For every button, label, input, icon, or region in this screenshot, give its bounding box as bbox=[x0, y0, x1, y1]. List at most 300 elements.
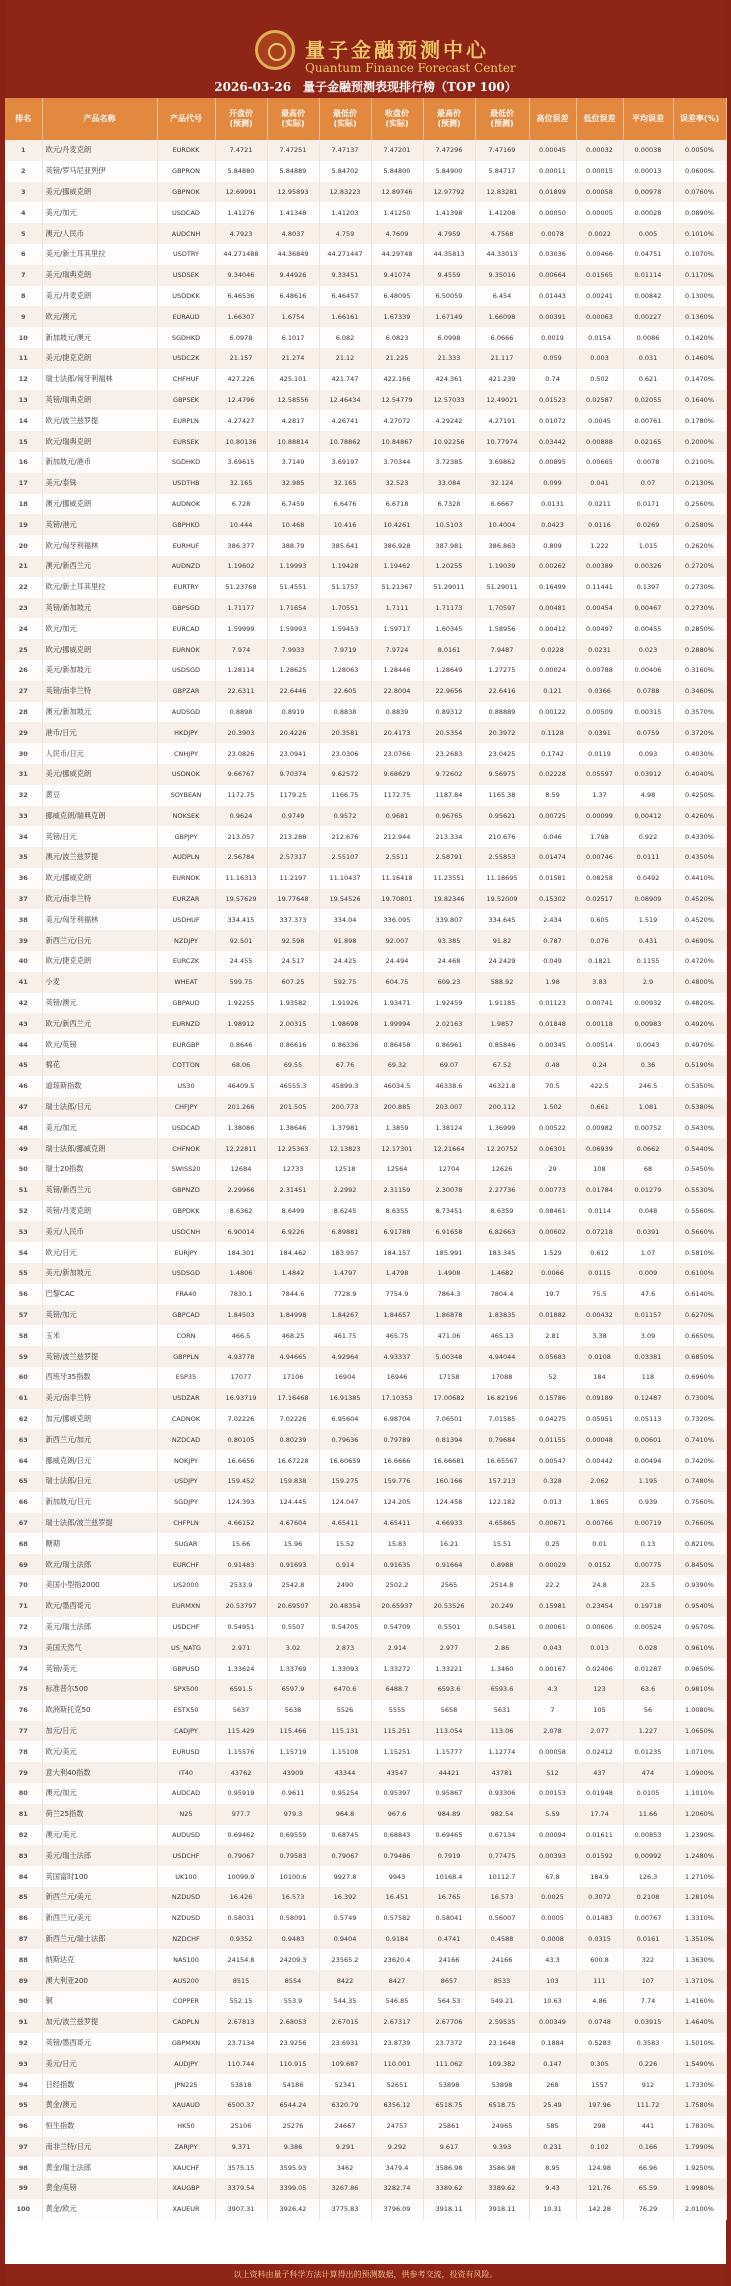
table-cell: NZDJPY bbox=[157, 930, 215, 951]
table-cell: 4.27427 bbox=[215, 410, 267, 431]
rank-cell: 48 bbox=[5, 1117, 42, 1138]
table-cell: 16.93719 bbox=[215, 1388, 267, 1409]
table-cell: 9.617 bbox=[423, 2137, 475, 2158]
product-name-cell: 欧元/挪威克朗 bbox=[42, 639, 157, 660]
table-cell: 421.747 bbox=[319, 369, 371, 390]
table-cell: 1.37 bbox=[576, 785, 623, 806]
table-cell: 1.84657 bbox=[371, 1305, 423, 1326]
table-cell: 6500.37 bbox=[215, 2095, 267, 2116]
table-cell: 123 bbox=[576, 1679, 623, 1700]
table-cell: 0.0005 bbox=[529, 1908, 576, 1929]
table-cell: 51.29011 bbox=[423, 577, 475, 598]
table-cell: 0.7480% bbox=[673, 1471, 726, 1492]
table-cell: AUS200 bbox=[157, 1970, 215, 1991]
table-cell: 69.55 bbox=[267, 1055, 319, 1076]
table-cell: 0.6270% bbox=[673, 1305, 726, 1326]
table-cell: 386.928 bbox=[371, 535, 423, 556]
table-cell: 0.00227 bbox=[623, 306, 673, 327]
table-cell: 213.334 bbox=[423, 826, 475, 847]
table-cell: 0.00466 bbox=[576, 244, 623, 265]
table-cell: 964.8 bbox=[319, 1804, 371, 1825]
table-cell: 22.6446 bbox=[267, 681, 319, 702]
table-cell: GBPNOK bbox=[157, 182, 215, 203]
product-name-cell: 欧元/南非兰特 bbox=[42, 889, 157, 910]
table-cell: 3389.62 bbox=[423, 2178, 475, 2199]
table-cell: 6.0978 bbox=[215, 327, 267, 348]
table-cell: 2.971 bbox=[215, 1637, 267, 1658]
table-cell: 0.00015 bbox=[576, 161, 623, 182]
product-name-cell: 美元/挪威克朗 bbox=[42, 764, 157, 785]
table-row bbox=[5, 1596, 726, 1617]
table-cell: 607.25 bbox=[267, 972, 319, 993]
table-cell: COTTON bbox=[157, 1055, 215, 1076]
table-cell: 7.4721 bbox=[215, 140, 267, 161]
table-cell: 0.7320% bbox=[673, 1409, 726, 1430]
rank-cell: 18 bbox=[5, 494, 42, 515]
product-name-cell: 澳元/新加坡元 bbox=[42, 702, 157, 723]
table-cell: 0.02228 bbox=[529, 764, 576, 785]
table-cell: GBPRON bbox=[157, 161, 215, 182]
table-cell: 0.06301 bbox=[529, 1138, 576, 1159]
table-cell: 16.573 bbox=[475, 1887, 529, 1908]
rank-cell: 78 bbox=[5, 1741, 42, 1762]
rank-cell: 7 bbox=[5, 265, 42, 286]
table-cell: 1.4798 bbox=[371, 1263, 423, 1284]
product-name-cell: 糖期 bbox=[42, 1533, 157, 1554]
table-cell: NZDUSD bbox=[157, 1887, 215, 1908]
table-row bbox=[5, 306, 726, 327]
rank-cell: 79 bbox=[5, 1762, 42, 1783]
table-cell: 4.7923 bbox=[215, 223, 267, 244]
rank-cell: 93 bbox=[5, 2053, 42, 2074]
table-cell: 6.91788 bbox=[371, 1221, 423, 1242]
table-cell: 0.2720% bbox=[673, 556, 726, 577]
table-cell: 3775.83 bbox=[319, 2199, 371, 2220]
table-cell: 3586.98 bbox=[475, 2157, 529, 2178]
table-cell: 2.00315 bbox=[267, 1013, 319, 1034]
table-cell: 1.66098 bbox=[475, 306, 529, 327]
table-cell: 0.914 bbox=[319, 1554, 371, 1575]
product-name-cell: 欧元/新西兰元 bbox=[42, 1013, 157, 1034]
table-cell: 8554 bbox=[267, 1970, 319, 1991]
table-cell: 0.00671 bbox=[529, 1513, 576, 1534]
table-cell: 24.8 bbox=[576, 1575, 623, 1596]
table-body bbox=[5, 140, 726, 2220]
table-cell: 11.16418 bbox=[371, 868, 423, 889]
table-cell: 2.977 bbox=[423, 1637, 475, 1658]
table-cell: 1166.75 bbox=[319, 785, 371, 806]
disclaimer-footer: 以上资料由量子科学方法计算得出的预测数据，供参考交流，投资有风险。 bbox=[5, 2264, 726, 2286]
product-name-cell: 澳元/人民币 bbox=[42, 223, 157, 244]
table-cell: 0.1070% bbox=[673, 244, 726, 265]
table-cell: 0.00048 bbox=[576, 1429, 623, 1450]
table-cell: 23.5 bbox=[623, 1575, 673, 1596]
table-cell: 1.70551 bbox=[319, 598, 371, 619]
table-cell: 0.049 bbox=[529, 951, 576, 972]
table-cell: 9.41074 bbox=[371, 265, 423, 286]
table-cell: 3.83 bbox=[576, 972, 623, 993]
table-cell: 0.01443 bbox=[529, 286, 576, 307]
table-cell: 592.75 bbox=[319, 972, 371, 993]
table-cell: 9943 bbox=[371, 1866, 423, 1887]
table-cell: 3907.31 bbox=[215, 2199, 267, 2220]
table-cell: 21.117 bbox=[475, 348, 529, 369]
table-cell: 0.0050% bbox=[673, 140, 726, 161]
table-cell: 1.84267 bbox=[319, 1305, 371, 1326]
product-name-cell: 美元/日元 bbox=[42, 2053, 157, 2074]
table-cell: 21.274 bbox=[267, 348, 319, 369]
table-cell: 0.00455 bbox=[623, 618, 673, 639]
table-cell: 0.79583 bbox=[267, 1845, 319, 1866]
table-row bbox=[5, 1575, 726, 1596]
table-cell: 124.205 bbox=[371, 1492, 423, 1513]
table-cell: 0.00853 bbox=[623, 1825, 673, 1846]
table-row bbox=[5, 1637, 726, 1658]
table-cell: EURCHF bbox=[157, 1554, 215, 1575]
table-cell: 3.70344 bbox=[371, 452, 423, 473]
table-cell: 44.33013 bbox=[475, 244, 529, 265]
table-cell: 0.8210% bbox=[673, 1533, 726, 1554]
table-cell: 0.0231 bbox=[576, 639, 623, 660]
table-cell: 110.744 bbox=[215, 2053, 267, 2074]
table-cell: 0.91483 bbox=[215, 1554, 267, 1575]
table-cell: 10.77974 bbox=[475, 431, 529, 452]
rank-cell: 27 bbox=[5, 681, 42, 702]
table-cell: 0.02412 bbox=[576, 1741, 623, 1762]
table-cell: 2.55853 bbox=[475, 847, 529, 868]
product-name-cell: 美元/加元 bbox=[42, 202, 157, 223]
table-cell: EURPLN bbox=[157, 410, 215, 431]
table-cell: FRA40 bbox=[157, 1284, 215, 1305]
table-cell: 3575.15 bbox=[215, 2157, 267, 2178]
table-cell: 12.69991 bbox=[215, 182, 267, 203]
table-cell: 7844.6 bbox=[267, 1284, 319, 1305]
table-cell: 3918.11 bbox=[475, 2199, 529, 2220]
table-cell: 0.56007 bbox=[475, 1908, 529, 1929]
table-cell: 0.00412 bbox=[623, 806, 673, 827]
table-cell: 2.81 bbox=[529, 1325, 576, 1346]
table-cell: 1.41276 bbox=[215, 202, 267, 223]
table-cell: 0.0045 bbox=[576, 410, 623, 431]
table-cell: 6.9226 bbox=[267, 1221, 319, 1242]
table-cell: 10.416 bbox=[319, 514, 371, 535]
table-row bbox=[5, 286, 726, 307]
table-cell: 0.2730% bbox=[673, 577, 726, 598]
rank-cell: 97 bbox=[5, 2137, 42, 2158]
table-row bbox=[5, 1845, 726, 1866]
table-row bbox=[5, 1305, 726, 1326]
table-cell: 1.3460 bbox=[475, 1658, 529, 1679]
table-cell: 0.093 bbox=[623, 743, 673, 764]
table-cell: 10100.6 bbox=[267, 1866, 319, 1887]
rank-cell: 100 bbox=[5, 2199, 42, 2220]
table-cell: 0.076 bbox=[576, 930, 623, 951]
table-cell: NAS100 bbox=[157, 1949, 215, 1970]
table-cell: 0.00389 bbox=[576, 556, 623, 577]
table-cell: 0.0748 bbox=[576, 2012, 623, 2033]
table-cell: 157.213 bbox=[475, 1471, 529, 1492]
table-cell: 0.4690% bbox=[673, 930, 726, 951]
table-cell: NZDUSD bbox=[157, 1908, 215, 1929]
table-cell: 197.96 bbox=[576, 2095, 623, 2116]
table-cell: 9.62572 bbox=[319, 764, 371, 785]
table-cell: 3.69862 bbox=[475, 452, 529, 473]
table-row bbox=[5, 681, 726, 702]
table-cell: 7.974 bbox=[215, 639, 267, 660]
table-cell: 10.80136 bbox=[215, 431, 267, 452]
product-name-cell: 港币/日元 bbox=[42, 722, 157, 743]
table-cell: 0.25 bbox=[529, 1533, 576, 1554]
table-cell: 0.00406 bbox=[623, 660, 673, 681]
table-cell: XAUEUR bbox=[157, 2199, 215, 2220]
table-cell: 1.9857 bbox=[475, 1013, 529, 1034]
product-name-cell: 英镑/波兰兹罗提 bbox=[42, 1346, 157, 1367]
table-cell: 19.7 bbox=[529, 1284, 576, 1305]
rank-cell: 15 bbox=[5, 431, 42, 452]
rank-cell: 30 bbox=[5, 743, 42, 764]
table-cell: 15.52 bbox=[319, 1533, 371, 1554]
table-cell: 68.06 bbox=[215, 1055, 267, 1076]
table-cell: 0.939 bbox=[623, 1492, 673, 1513]
table-cell: 6.48616 bbox=[267, 286, 319, 307]
table-cell: 0.00063 bbox=[576, 306, 623, 327]
table-cell: 468.25 bbox=[267, 1325, 319, 1346]
rank-cell: 24 bbox=[5, 618, 42, 639]
table-cell: 0.661 bbox=[576, 1097, 623, 1118]
table-cell: 0.00393 bbox=[529, 1845, 576, 1866]
table-cell: 22.6416 bbox=[475, 681, 529, 702]
table-cell: 471.06 bbox=[423, 1325, 475, 1346]
table-cell: 1.7111 bbox=[371, 598, 423, 619]
table-cell: 12626 bbox=[475, 1159, 529, 1180]
table-cell: 0.0315 bbox=[576, 1929, 623, 1950]
table-cell: 17.16468 bbox=[267, 1388, 319, 1409]
product-name-cell: 日经指数 bbox=[42, 2074, 157, 2095]
table-row bbox=[5, 1741, 726, 1762]
rank-cell: 61 bbox=[5, 1388, 42, 1409]
table-cell: 0.54709 bbox=[371, 1617, 423, 1638]
table-cell: 3595.93 bbox=[267, 2157, 319, 2178]
table-cell: 1.28446 bbox=[371, 660, 423, 681]
table-cell: 0.00509 bbox=[576, 702, 623, 723]
rank-cell: 47 bbox=[5, 1097, 42, 1118]
product-name-cell: 欧元/挪威克朗 bbox=[42, 868, 157, 889]
table-cell: 203.007 bbox=[423, 1097, 475, 1118]
table-cell: 8422 bbox=[319, 1970, 371, 1991]
table-row bbox=[5, 182, 726, 203]
product-name-cell: 新加坡元/澳元 bbox=[42, 327, 157, 348]
table-cell: 336.095 bbox=[371, 909, 423, 930]
table-cell: 552.15 bbox=[215, 1991, 267, 2012]
table-cell: 0.00024 bbox=[529, 660, 576, 681]
table-cell: 0.0078 bbox=[623, 452, 673, 473]
column-header: 开盘价 (预测) bbox=[215, 98, 267, 140]
table-cell: 23.0826 bbox=[215, 743, 267, 764]
report-title-cn: 量子金融预测中心 bbox=[305, 38, 489, 62]
rank-cell: 6 bbox=[5, 244, 42, 265]
table-cell: 4.2817 bbox=[267, 410, 319, 431]
product-name-cell: 英镑/美元 bbox=[42, 1658, 157, 1679]
table-row bbox=[5, 514, 726, 535]
rank-cell: 32 bbox=[5, 785, 42, 806]
table-cell: 1.33093 bbox=[319, 1658, 371, 1679]
table-cell: 0.01581 bbox=[529, 868, 576, 889]
product-name-cell: 新西兰元/加元 bbox=[42, 1429, 157, 1450]
table-cell: 23.9256 bbox=[267, 2033, 319, 2054]
table-cell: 0.9810% bbox=[673, 1679, 726, 1700]
table-cell: 124.458 bbox=[423, 1492, 475, 1513]
table-cell: 0.9404 bbox=[319, 1929, 371, 1950]
table-cell: 1.7830% bbox=[673, 2116, 726, 2137]
rank-cell: 14 bbox=[5, 410, 42, 431]
table-cell: 0.74 bbox=[529, 369, 576, 390]
table-cell: 67.52 bbox=[475, 1055, 529, 1076]
table-cell: 1.1010% bbox=[673, 1783, 726, 1804]
table-cell: 5658 bbox=[423, 1700, 475, 1721]
table-cell: 184.301 bbox=[215, 1242, 267, 1263]
table-cell: SGDJPY bbox=[157, 1492, 215, 1513]
table-cell: CHFJPY bbox=[157, 1097, 215, 1118]
table-cell: 184.9 bbox=[576, 1866, 623, 1887]
table-cell: 0.58091 bbox=[267, 1908, 319, 1929]
table-cell: 51.29011 bbox=[475, 577, 529, 598]
product-name-cell: 黄金/澳元 bbox=[42, 2095, 157, 2116]
table-cell: 546.85 bbox=[371, 1991, 423, 2012]
product-name-cell: 小麦 bbox=[42, 972, 157, 993]
table-cell: 385.641 bbox=[319, 535, 371, 556]
table-cell: 9.4559 bbox=[423, 265, 475, 286]
table-cell: 3.69197 bbox=[319, 452, 371, 473]
table-cell: 0.01948 bbox=[576, 1783, 623, 1804]
table-cell: 51.21367 bbox=[371, 577, 423, 598]
table-cell: 1.3859 bbox=[371, 1117, 423, 1138]
table-row bbox=[5, 2033, 726, 2054]
product-name-cell: 荷兰25指数 bbox=[42, 1804, 157, 1825]
table-cell: 24.425 bbox=[319, 951, 371, 972]
table-cell: 0.01848 bbox=[529, 1013, 576, 1034]
table-cell: 2.59535 bbox=[475, 2012, 529, 2033]
table-cell: EURSEK bbox=[157, 431, 215, 452]
table-cell: 0.69465 bbox=[423, 1825, 475, 1846]
table-cell: 6.90014 bbox=[215, 1221, 267, 1242]
table-cell: 0.00345 bbox=[529, 1034, 576, 1055]
table-cell: 1.37981 bbox=[319, 1117, 371, 1138]
table-cell: 6.082 bbox=[319, 327, 371, 348]
table-cell: 12.95893 bbox=[267, 182, 319, 203]
table-cell: 4.759 bbox=[319, 223, 371, 244]
table-cell: 159.838 bbox=[267, 1471, 319, 1492]
table-cell: JPN225 bbox=[157, 2074, 215, 2095]
table-cell: 0.0105 bbox=[623, 1783, 673, 1804]
product-name-cell: 澳元/美元 bbox=[42, 1825, 157, 1846]
table-cell: 5.84702 bbox=[319, 161, 371, 182]
table-row bbox=[5, 889, 726, 910]
table-cell: 213.057 bbox=[215, 826, 267, 847]
table-cell: 124.393 bbox=[215, 1492, 267, 1513]
rank-cell: 89 bbox=[5, 1970, 42, 1991]
table-cell: 20.5354 bbox=[423, 722, 475, 743]
table-row bbox=[5, 1513, 726, 1534]
table-cell: 544.35 bbox=[319, 1991, 371, 2012]
table-cell: 0.147 bbox=[529, 2053, 576, 2074]
rank-cell: 2 bbox=[5, 161, 42, 182]
table-row bbox=[5, 1700, 726, 1721]
table-cell: 10.31 bbox=[529, 2199, 576, 2220]
table-cell: 0.00606 bbox=[576, 1617, 623, 1638]
table-cell: 0.12487 bbox=[623, 1388, 673, 1409]
table-cell: 2.062 bbox=[576, 1471, 623, 1492]
table-cell: 46338.6 bbox=[423, 1076, 475, 1097]
table-cell: 142.28 bbox=[576, 2199, 623, 2220]
table-row bbox=[5, 2178, 726, 2199]
table-cell: 67.8 bbox=[529, 1866, 576, 1887]
table-cell: 609.23 bbox=[423, 972, 475, 993]
table-cell: 6518.75 bbox=[423, 2095, 475, 2116]
table-cell: 0.0119 bbox=[576, 743, 623, 764]
table-cell: 0.328 bbox=[529, 1471, 576, 1492]
rank-cell: 42 bbox=[5, 993, 42, 1014]
table-cell: 6.89881 bbox=[319, 1221, 371, 1242]
table-cell: 6.46536 bbox=[215, 286, 267, 307]
table-cell: 6593.6 bbox=[423, 1679, 475, 1700]
table-cell: 16.65567 bbox=[475, 1450, 529, 1471]
table-cell: 21.225 bbox=[371, 348, 423, 369]
rank-cell: 83 bbox=[5, 1845, 42, 1866]
table-cell: 0.4520% bbox=[673, 909, 726, 930]
table-cell: USDTHB bbox=[157, 473, 215, 494]
table-cell: GBPCAD bbox=[157, 1305, 215, 1326]
table-cell: 185.991 bbox=[423, 1242, 475, 1263]
table-cell: UK100 bbox=[157, 1866, 215, 1887]
product-name-cell: 英镑/罗马尼亚列伊 bbox=[42, 161, 157, 182]
table-cell: 16.426 bbox=[215, 1887, 267, 1908]
column-header: 排名 bbox=[5, 98, 42, 140]
table-cell: 0.9184 bbox=[371, 1929, 423, 1950]
rank-cell: 9 bbox=[5, 306, 42, 327]
table-cell: SPX500 bbox=[157, 1679, 215, 1700]
table-cell: 0.121 bbox=[529, 681, 576, 702]
table-cell: 9.33451 bbox=[319, 265, 371, 286]
table-cell: 16.91385 bbox=[319, 1388, 371, 1409]
table-cell: 0.00664 bbox=[529, 265, 576, 286]
table-cell: 9.35016 bbox=[475, 265, 529, 286]
table-cell: 0.04751 bbox=[623, 244, 673, 265]
table-cell: 474 bbox=[623, 1762, 673, 1783]
table-cell: 44.271447 bbox=[319, 244, 371, 265]
table-cell: 22.6311 bbox=[215, 681, 267, 702]
table-cell: 113.06 bbox=[475, 1721, 529, 1742]
table-cell: 0.00099 bbox=[576, 806, 623, 827]
rank-cell: 37 bbox=[5, 889, 42, 910]
table-row bbox=[5, 1201, 726, 1222]
table-cell: 1.84998 bbox=[267, 1305, 319, 1326]
table-cell: EURHUF bbox=[157, 535, 215, 556]
table-cell: 0.1155 bbox=[623, 951, 673, 972]
table-cell: 9.386 bbox=[267, 2137, 319, 2158]
rank-cell: 80 bbox=[5, 1783, 42, 1804]
table-cell: 1.15251 bbox=[371, 1741, 423, 1762]
table-cell: 0.00262 bbox=[529, 556, 576, 577]
table-cell: 4.7568 bbox=[475, 223, 529, 244]
rank-cell: 5 bbox=[5, 223, 42, 244]
table-cell: 512 bbox=[529, 1762, 576, 1783]
table-cell: 1.0900% bbox=[673, 1762, 726, 1783]
table-cell: 0.01474 bbox=[529, 847, 576, 868]
table-cell: 0.36 bbox=[623, 1055, 673, 1076]
table-cell: 22.9656 bbox=[423, 681, 475, 702]
table-cell: 4.98 bbox=[623, 785, 673, 806]
table-cell: 3586.98 bbox=[423, 2157, 475, 2178]
